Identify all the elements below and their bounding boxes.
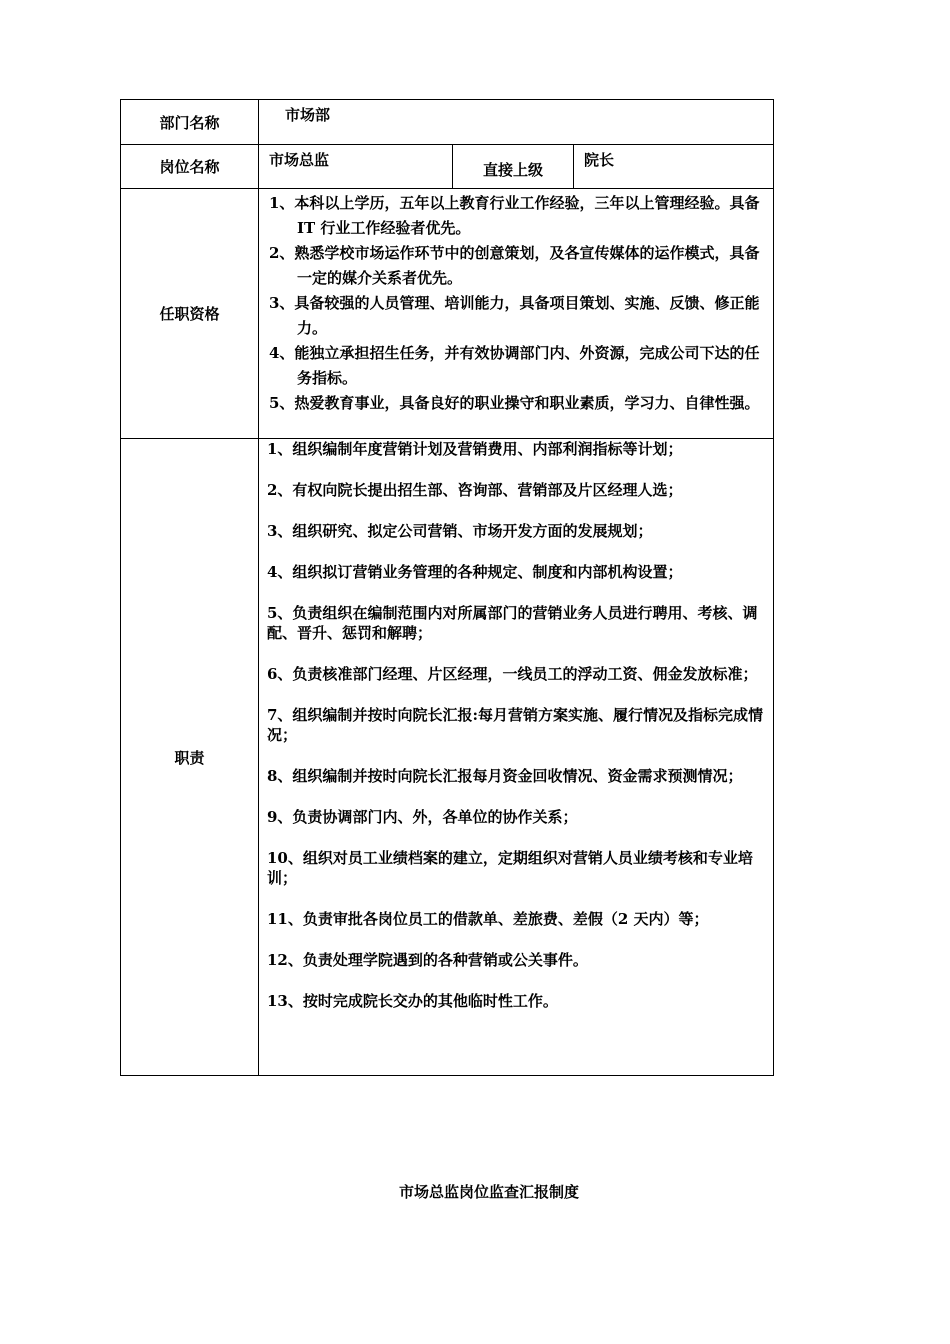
position-label: 岗位名称	[121, 145, 259, 189]
qualification-item: 2、熟悉学校市场运作环节中的创意策划，及各宣传媒体的运作模式，具备一定的媒介关系者优先。	[269, 244, 760, 287]
duty-item: 3、组织研究、拟定公司营销、市场开发方面的发展规划；	[267, 522, 653, 540]
duty-item: 4、组织拟订营销业务管理的各种规定、制度和内部机构设置；	[267, 563, 683, 581]
superior-value-cell	[574, 145, 774, 189]
duty-item: 13、按时完成院长交办的其他临时性工作。	[267, 992, 558, 1010]
department-label: 部门名称	[121, 100, 259, 145]
section-title: 市场总监岗位监查汇报制度	[398, 1183, 579, 1201]
position-value-cell	[259, 145, 453, 189]
qualifications-row	[121, 189, 774, 439]
qualifications-cell	[259, 189, 774, 439]
department-row	[121, 100, 774, 145]
duties-row	[121, 439, 774, 1076]
superior-label: 直接上级	[453, 145, 574, 189]
position-row	[121, 145, 774, 189]
duty-item: 1、组织编制年度营销计划及营销费用、内部利润指标等计划；	[267, 440, 683, 458]
qualification-item: 5、热爱教育事业，具备良好的职业操守和职业素质，学习力、自律性强。	[269, 394, 760, 412]
job-description-table	[120, 99, 774, 1076]
qualifications-list	[259, 189, 773, 416]
duty-item: 10、组织对员工业绩档案的建立，定期组织对营销人员业绩考核和专业培训；	[267, 849, 753, 887]
duty-item: 8、组织编制并按时向院长汇报每月资金回收情况、资金需求预测情况；	[267, 767, 743, 785]
qualification-item: 4、能独立承担招生任务，并有效协调部门内、外资源，完成公司下达的任务指标。	[269, 344, 760, 387]
duty-item: 9、负责协调部门内、外，各单位的协作关系；	[267, 808, 578, 826]
superior-value: 院长	[584, 151, 615, 169]
duty-item: 7、组织编制并按时向院长汇报:每月营销方案实施、履行情况及指标完成情况；	[267, 706, 763, 744]
duties-cell	[259, 439, 774, 1076]
department-value: 市场部	[285, 106, 331, 124]
qualification-item: 3、具备较强的人员管理、培训能力，具备项目策划、实施、反馈、修正能力。	[269, 294, 760, 337]
duty-item: 5、负责组织在编制范围内对所属部门的营销业务人员进行聘用、考核、调配、晋升、惩罚和解聘；	[267, 604, 758, 642]
duty-item: 11、负责审批各岗位员工的借款单、差旅费、差假（2 天内）等；	[267, 910, 709, 928]
duties-label: 职责	[121, 439, 259, 1076]
duty-item: 2、有权向院长提出招生部、咨询部、营销部及片区经理人选；	[267, 481, 683, 499]
qualification-item: 1、本科以上学历，五年以上教育行业工作经验，三年以上管理经验。具备 IT 行业工作经验者优先。	[269, 194, 760, 237]
position-value: 市场总监	[269, 151, 330, 169]
duty-item: 6、负责核准部门经理、片区经理，一线员工的浮动工资、佣金发放标准；	[267, 665, 758, 683]
qualifications-label: 任职资格	[121, 189, 259, 439]
duty-item: 12、负责处理学院遇到的各种营销或公关事件。	[267, 951, 588, 969]
department-value-cell	[259, 100, 774, 145]
duties-list	[259, 439, 773, 1011]
